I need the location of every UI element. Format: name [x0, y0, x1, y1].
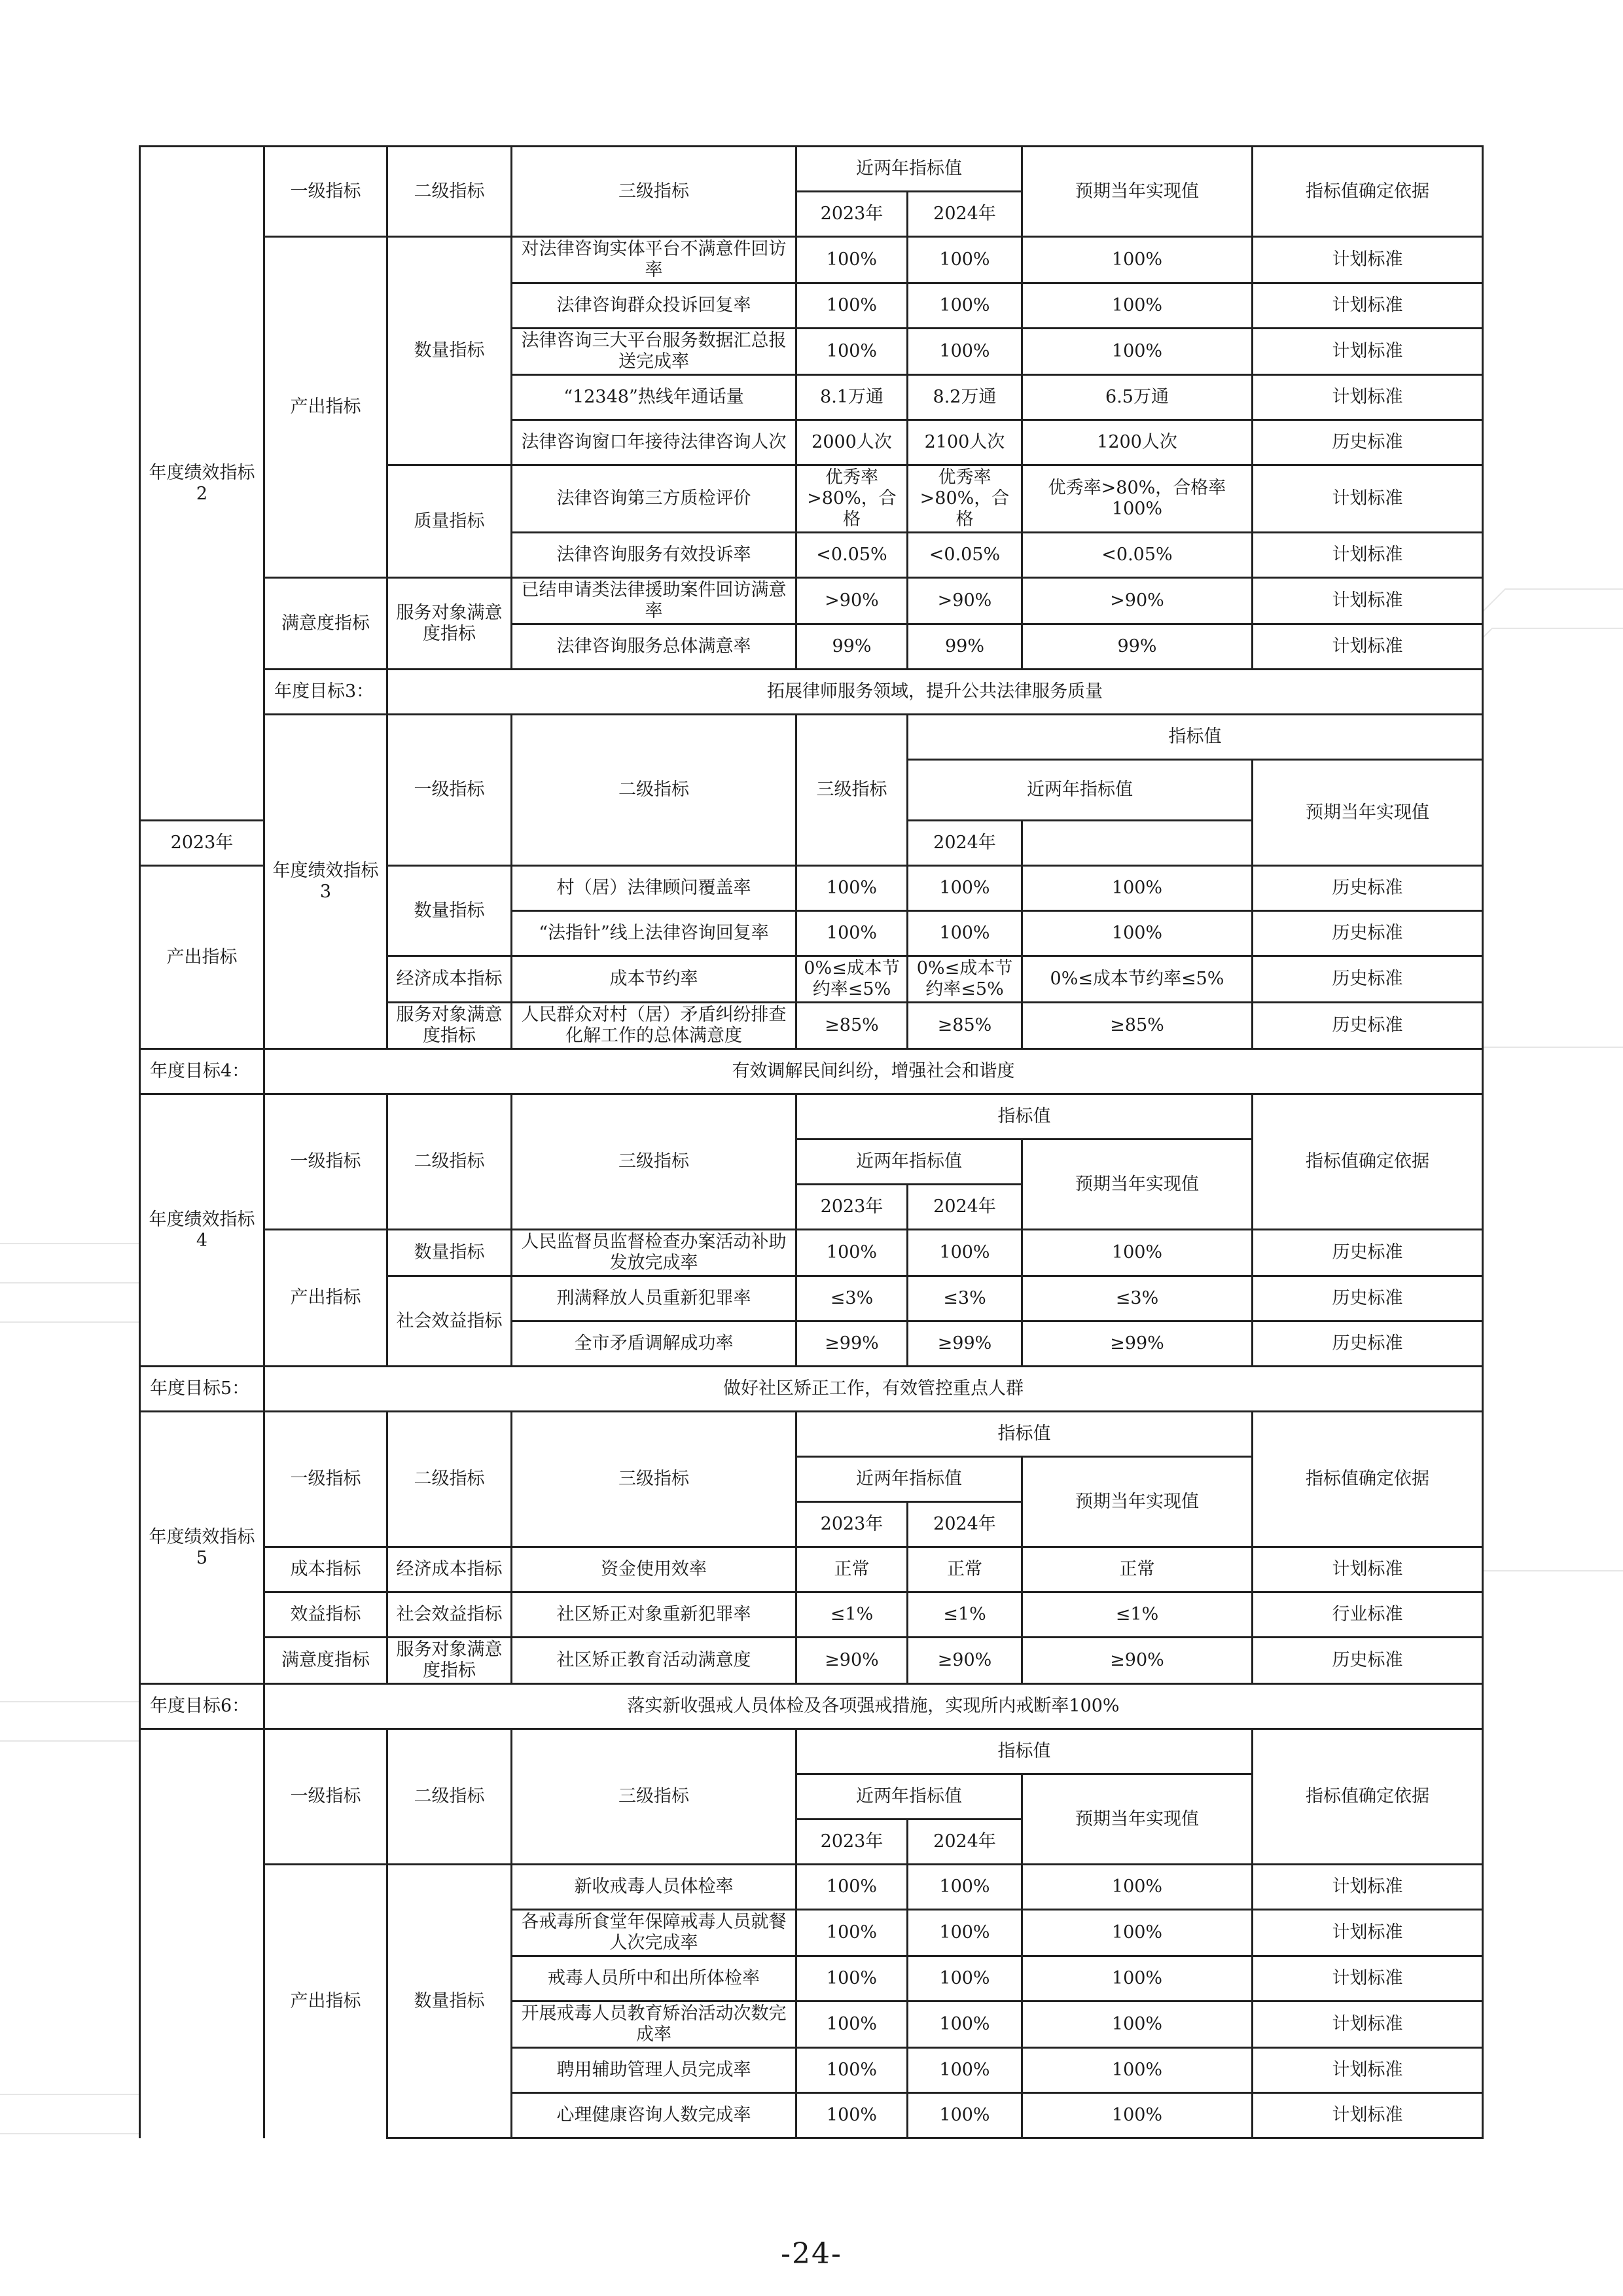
value-2023: 0%≤成本节约率≤5% — [796, 956, 908, 1003]
header-2024: 2024年 — [908, 821, 1022, 866]
expected-value: 100% — [1022, 1230, 1253, 1276]
header-level2: 二级指标 — [387, 147, 512, 237]
expected-value: ≤3% — [1022, 1276, 1253, 1321]
expected-value: 1200人次 — [1022, 420, 1253, 465]
value-2024: 100% — [908, 1956, 1022, 2001]
goal-text-6: 落实新收强戒人员体检及各项强戒措施，实现所内戒断率100% — [264, 1684, 1483, 1729]
expected-value: 6.5万通 — [1022, 375, 1253, 420]
quantity-label: 数量指标 — [387, 237, 512, 465]
value-2023: ≤1% — [796, 1592, 908, 1638]
value-2024: ≥99% — [908, 1321, 1022, 1367]
header-level2: 二级指标 — [387, 1729, 512, 1865]
indicator-name: 聘用辅助管理人员完成率 — [512, 2048, 796, 2093]
expected-value: ≥99% — [1022, 1321, 1253, 1367]
basis-value: 计划标准 — [1253, 1956, 1483, 2001]
quantity-label: 数量指标 — [387, 1230, 512, 1276]
expected-value: <0.05% — [1022, 533, 1253, 578]
indicator-name: 法律咨询服务总体满意率 — [512, 624, 796, 670]
indicator-name: “法指针”线上法律咨询回复率 — [512, 911, 796, 956]
goal-text-3: 拓展律师服务领域，提升公共法律服务质量 — [387, 670, 1483, 715]
value-2024: ≥85% — [908, 1003, 1022, 1049]
value-2023: 100% — [796, 2001, 908, 2048]
indicator-name: 法律咨询群众投诉回复率 — [512, 283, 796, 329]
header-2024: 2024年 — [908, 1820, 1022, 1865]
indicator-name: 法律咨询第三方质检评价 — [512, 465, 796, 533]
indicator-name: 各戒毒所食堂年保障戒毒人员就餐人次完成率 — [512, 1910, 796, 1956]
indicator-name: 人民群众对村（居）矛盾纠纷排查化解工作的总体满意度 — [512, 1003, 796, 1049]
goal-text-5: 做好社区矫正工作，有效管控重点人群 — [264, 1367, 1483, 1412]
value-2024: 0%≤成本节约率≤5% — [908, 956, 1022, 1003]
indicator-name: 资金使用效率 — [512, 1547, 796, 1592]
header-2023: 2023年 — [796, 192, 908, 237]
header-recent-two-years: 近两年指标值 — [796, 1139, 1022, 1185]
basis-value: 计划标准 — [1253, 283, 1483, 329]
value-2024: 100% — [908, 2093, 1022, 2138]
indicator-name: 法律咨询窗口年接待法律咨询人次 — [512, 420, 796, 465]
value-2023: 100% — [796, 1956, 908, 2001]
indicator-name: 法律咨询服务有效投诉率 — [512, 533, 796, 578]
value-2023: 100% — [796, 2093, 908, 2138]
output-label: 产出指标 — [264, 1865, 387, 2138]
expected-value: 100% — [1022, 237, 1253, 283]
value-2024: 99% — [908, 624, 1022, 670]
value-2023: 2000人次 — [796, 420, 908, 465]
header-recent-two-years: 近两年指标值 — [796, 1457, 1022, 1502]
value-2023: 100% — [796, 237, 908, 283]
basis-value: 计划标准 — [1253, 533, 1483, 578]
header-level3: 三级指标 — [512, 1412, 796, 1547]
header-level3: 三级指标 — [512, 1729, 796, 1865]
value-2023: 99% — [796, 624, 908, 670]
value-2023: 100% — [796, 866, 908, 911]
value-2024: 正常 — [908, 1547, 1022, 1592]
expected-value: 100% — [1022, 1865, 1253, 1910]
basis-value: 计划标准 — [1253, 1865, 1483, 1910]
header-2024: 2024年 — [908, 192, 1022, 237]
value-2024: ≤1% — [908, 1592, 1022, 1638]
expected-value: 0%≤成本节约率≤5% — [1022, 956, 1253, 1003]
basis-value: 历史标准 — [1253, 911, 1483, 956]
value-2023: 100% — [796, 911, 908, 956]
basis-value: 计划标准 — [1253, 624, 1483, 670]
indicator-name: 戒毒人员所中和出所体检率 — [512, 1956, 796, 2001]
header-level1: 一级指标 — [264, 1412, 387, 1547]
expected-value: ≤1% — [1022, 1592, 1253, 1638]
header-basis: 指标值确定依据 — [1253, 1094, 1483, 1230]
header-recent-two-years: 近两年指标值 — [796, 1774, 1022, 1820]
value-2023: 100% — [796, 1230, 908, 1276]
basis-value: 行业标准 — [1253, 1592, 1483, 1638]
expected-value: 100% — [1022, 283, 1253, 329]
value-2024: 8.2万通 — [908, 375, 1022, 420]
value-2024: 优秀率>80%，合格 — [908, 465, 1022, 533]
header-expected: 预期当年实现值 — [1253, 760, 1483, 866]
header-level3: 三级指标 — [512, 1094, 796, 1230]
basis-value: 历史标准 — [1253, 420, 1483, 465]
quality-label: 质量指标 — [387, 465, 512, 578]
header-level2: 二级指标 — [512, 715, 796, 866]
output-label: 产出指标 — [264, 237, 387, 578]
expected-value: 100% — [1022, 329, 1253, 375]
header-level1: 一级指标 — [264, 1094, 387, 1230]
level1-value: 满意度指标 — [264, 1638, 387, 1684]
basis-value: 历史标准 — [1253, 866, 1483, 911]
indicator-name: 法律咨询三大平台服务数据汇总报送完成率 — [512, 329, 796, 375]
header-recent-two-years: 近两年指标值 — [796, 147, 1022, 192]
value-2024: 100% — [908, 237, 1022, 283]
header-2024: 2024年 — [908, 1185, 1022, 1230]
social-benefit-label: 社会效益指标 — [387, 1276, 512, 1367]
expected-value: 100% — [1022, 1956, 1253, 2001]
value-2023: 100% — [796, 1910, 908, 1956]
value-2023: 100% — [796, 2048, 908, 2093]
header-level1: 一级指标 — [264, 147, 387, 237]
economic-label: 经济成本指标 — [387, 956, 512, 1003]
header-2023: 2023年 — [796, 1502, 908, 1547]
basis-value: 计划标准 — [1253, 1910, 1483, 1956]
indicator-name: 全市矛盾调解成功率 — [512, 1321, 796, 1367]
indicator-name: 开展戒毒人员教育矫治活动次数完成率 — [512, 2001, 796, 2048]
level2-value: 经济成本指标 — [387, 1547, 512, 1592]
perf-label-6 — [140, 1729, 264, 2138]
service-satisfaction-label: 服务对象满意度指标 — [387, 578, 512, 670]
output-label: 产出指标 — [264, 1230, 387, 1367]
value-2024: <0.05% — [908, 533, 1022, 578]
indicator-name: 成本节约率 — [512, 956, 796, 1003]
perf-label-4: 年度绩效指标4 — [140, 1094, 264, 1367]
expected-value: 正常 — [1022, 1547, 1253, 1592]
header-indicator-value: 指标值 — [908, 715, 1483, 760]
value-2023: 正常 — [796, 1547, 908, 1592]
page-number: -24- — [781, 2237, 842, 2270]
header-level3: 三级指标 — [796, 715, 908, 866]
perf-label-3: 年度绩效指标3 — [264, 715, 387, 1049]
header-level2: 二级指标 — [387, 1412, 512, 1547]
goal-label-3: 年度目标3： — [264, 670, 387, 715]
header-expected: 预期当年实现值 — [1022, 147, 1253, 237]
value-2023: <0.05% — [796, 533, 908, 578]
performance-indicator-table — [139, 145, 1484, 2139]
indicator-name: 村（居）法律顾问覆盖率 — [512, 866, 796, 911]
indicator-name: 心理健康咨询人数完成率 — [512, 2093, 796, 2138]
indicator-name: 人民监督员监督检查办案活动补助发放完成率 — [512, 1230, 796, 1276]
value-2024: 100% — [908, 1230, 1022, 1276]
header-expected: 预期当年实现值 — [1022, 1774, 1253, 1865]
output-label: 产出指标 — [140, 866, 264, 1049]
value-2023: 8.1万通 — [796, 375, 908, 420]
expected-value: 100% — [1022, 2048, 1253, 2093]
value-2024: 100% — [908, 866, 1022, 911]
header-indicator-value: 指标值 — [796, 1412, 1253, 1457]
expected-value: >90% — [1022, 578, 1253, 624]
header-expected: 预期当年实现值 — [1022, 1457, 1253, 1547]
value-2024: 100% — [908, 283, 1022, 329]
basis-value: 历史标准 — [1253, 1230, 1483, 1276]
value-2024: 100% — [908, 2048, 1022, 2093]
value-2024: 100% — [908, 1865, 1022, 1910]
goal-label-4: 年度目标4： — [140, 1049, 264, 1094]
indicator-name: 社区矫正对象重新犯罪率 — [512, 1592, 796, 1638]
basis-value: 历史标准 — [1253, 956, 1483, 1003]
perf-label-2: 年度绩效指标2 — [140, 147, 264, 821]
goal-label-6: 年度目标6： — [140, 1684, 264, 1729]
indicator-name: 社区矫正教育活动满意度 — [512, 1638, 796, 1684]
basis-value: 计划标准 — [1253, 237, 1483, 283]
expected-value: 100% — [1022, 2001, 1253, 2048]
header-expected: 预期当年实现值 — [1022, 1139, 1253, 1230]
perf-label-5: 年度绩效指标5 — [140, 1412, 264, 1684]
indicator-name: 已结申请类法律援助案件回访满意率 — [512, 578, 796, 624]
value-2024: ≥90% — [908, 1638, 1022, 1684]
basis-value: 计划标准 — [1253, 2048, 1483, 2093]
value-2023: 100% — [796, 1865, 908, 1910]
value-2023: ≥99% — [796, 1321, 908, 1367]
expected-value: 99% — [1022, 624, 1253, 670]
header-indicator-value: 指标值 — [796, 1729, 1253, 1774]
value-2024: >90% — [908, 578, 1022, 624]
header-2023: 2023年 — [140, 821, 264, 866]
basis-value: 计划标准 — [1253, 2093, 1483, 2138]
header-basis: 指标值确定依据 — [1253, 147, 1483, 237]
level1-value: 效益指标 — [264, 1592, 387, 1638]
value-2024: ≤3% — [908, 1276, 1022, 1321]
header-recent-two-years: 近两年指标值 — [908, 760, 1253, 821]
level2-value: 服务对象满意度指标 — [387, 1638, 512, 1684]
header-level2: 二级指标 — [387, 1094, 512, 1230]
basis-value: 历史标准 — [1253, 1321, 1483, 1367]
header-level3: 三级指标 — [512, 147, 796, 237]
indicator-name: 新收戒毒人员体检率 — [512, 1865, 796, 1910]
expected-value: ≥90% — [1022, 1638, 1253, 1684]
value-2023: ≤3% — [796, 1276, 908, 1321]
value-2023: ≥85% — [796, 1003, 908, 1049]
value-2024: 100% — [908, 911, 1022, 956]
expected-value: 优秀率>80%，合格率100% — [1022, 465, 1253, 533]
basis-value: 历史标准 — [1253, 1276, 1483, 1321]
service-satisfaction-label: 服务对象满意度指标 — [387, 1003, 512, 1049]
goal-text-4: 有效调解民间纠纷，增强社会和谐度 — [264, 1049, 1483, 1094]
basis-value: 计划标准 — [1253, 375, 1483, 420]
basis-value: 计划标准 — [1253, 578, 1483, 624]
expected-value: 100% — [1022, 1910, 1253, 1956]
value-2023: 100% — [796, 329, 908, 375]
quantity-label: 数量指标 — [387, 866, 512, 956]
basis-value: 计划标准 — [1253, 2001, 1483, 2048]
value-2023: 优秀率>80%，合格 — [796, 465, 908, 533]
basis-value: 计划标准 — [1253, 465, 1483, 533]
value-2023: ≥90% — [796, 1638, 908, 1684]
level2-value: 社会效益指标 — [387, 1592, 512, 1638]
header-indicator-value: 指标值 — [796, 1094, 1253, 1139]
value-2023: 100% — [796, 283, 908, 329]
quantity-label: 数量指标 — [387, 1865, 512, 2138]
header-level1: 一级指标 — [264, 1729, 387, 1865]
value-2024: 100% — [908, 1910, 1022, 1956]
goal-label-5: 年度目标5： — [140, 1367, 264, 1412]
basis-value: 历史标准 — [1253, 1003, 1483, 1049]
basis-value: 计划标准 — [1253, 329, 1483, 375]
expected-value: 100% — [1022, 866, 1253, 911]
value-2023: >90% — [796, 578, 908, 624]
indicator-name: 对法律咨询实体平台不满意件回访率 — [512, 237, 796, 283]
header-basis: 指标值确定依据 — [1253, 1729, 1483, 1865]
basis-value: 计划标准 — [1253, 1547, 1483, 1592]
satisfaction-label: 满意度指标 — [264, 578, 387, 670]
header-2023: 2023年 — [796, 1185, 908, 1230]
performance-table-sheet — [139, 145, 1482, 2139]
expected-value: 100% — [1022, 911, 1253, 956]
basis-value: 历史标准 — [1253, 1638, 1483, 1684]
value-2024: 2100人次 — [908, 420, 1022, 465]
value-2024: 100% — [908, 329, 1022, 375]
expected-value: ≥85% — [1022, 1003, 1253, 1049]
indicator-name: 刑满释放人员重新犯罪率 — [512, 1276, 796, 1321]
header-level1: 一级指标 — [387, 715, 512, 866]
expected-value: 100% — [1022, 2093, 1253, 2138]
header-2023: 2023年 — [796, 1820, 908, 1865]
indicator-name: “12348”热线年通话量 — [512, 375, 796, 420]
value-2024: 100% — [908, 2001, 1022, 2048]
header-basis: 指标值确定依据 — [1253, 1412, 1483, 1547]
level1-value: 成本指标 — [264, 1547, 387, 1592]
header-2024: 2024年 — [908, 1502, 1022, 1547]
